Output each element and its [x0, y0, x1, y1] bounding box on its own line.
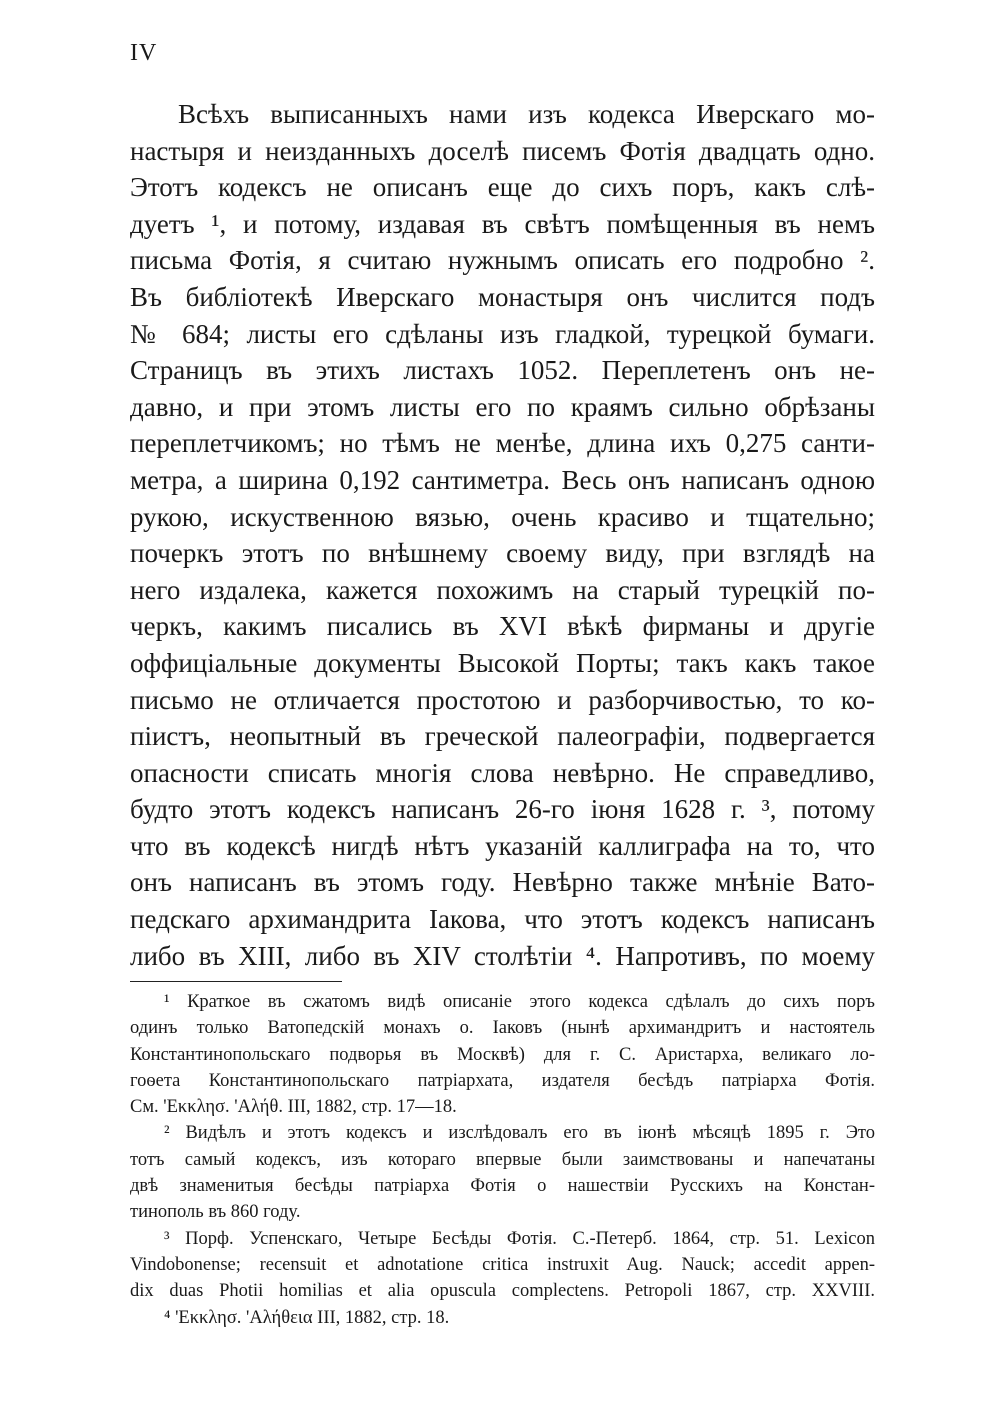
footnote-separator	[130, 981, 342, 982]
body-line: оффиціальные документы Высокой Порты; такъ какъ такое	[130, 647, 875, 678]
body-line: рукою, искуственною вязью, очень красиво и тщательно;	[130, 501, 875, 532]
body-line: настыря и неизданныхъ доселѣ писемъ Фотія двадцать одно.	[130, 135, 875, 166]
footnote-line: ² Видѣлъ и этотъ кодексъ и изслѣдовалъ его въ іюнѣ мѣсяцѣ 1895 г. Это	[164, 1123, 875, 1144]
body-line: метра, а ширина 0,192 сантиметра. Весь онъ написанъ одною	[130, 464, 875, 495]
footnote-line: См. 'Εκκλησ. 'Αλήθ. III, 1882, стр. 17—18.	[130, 1097, 457, 1118]
body-line: Страницъ въ этихъ листахъ 1052. Переплетенъ онъ не-	[130, 355, 875, 386]
body-line: Этотъ кодексъ не описанъ еще до сихъ поръ, какъ слѣ-	[130, 172, 875, 203]
body-line: педскаго архимандрита Іакова, что этотъ кодексъ написанъ	[130, 904, 875, 935]
footnote-line: одинъ только Ватопедскій монахъ о. Іаковъ (нынѣ архимандритъ и настоятель	[130, 1018, 875, 1039]
footnote-line: тинополь въ 860 году.	[130, 1202, 301, 1223]
body-line: онъ написанъ въ этомъ году. Невѣрно также мнѣніе Вато-	[130, 867, 875, 898]
footnote-line: Vindobonense; recensuit et adnotatione critica instruxit Aug. Nauck; accedit appen-	[130, 1254, 875, 1275]
body-line: Въ библіотекѣ Иверскаго монастыря онъ числится подъ	[130, 281, 875, 312]
body-line: № 684; листы его сдѣланы изъ гладкой, турецкой бумаги.	[130, 318, 875, 349]
body-line: опасности списать многія слова невѣрно. Не справедливо,	[130, 757, 875, 788]
body-line: піистъ, неопытный въ греческой палеографіи, подвергается	[130, 721, 875, 752]
body-line: давно, и при этомъ листы его по краямъ сильно обрѣзаны	[130, 391, 875, 422]
footnote-line: Константинопольскаго подворья въ Москвѣ) для г. С. Аристарха, великаго ло-	[130, 1044, 875, 1065]
body-line: него издалека, кажется похожимъ на старый турецкій по-	[130, 574, 875, 605]
footnote-1	[130, 989, 875, 1120]
footnote-line: тотъ самый кодексъ, изъ котораго впервые были заимствованы и напечатаны	[130, 1149, 875, 1170]
body-line: что въ кодексѣ нигдѣ нѣтъ указаній каллиграфа на то, что	[130, 830, 875, 861]
footnote-line: ¹ Краткое въ сжатомъ видѣ описаніе этого кодекса сдѣлалъ до сихъ поръ	[164, 992, 875, 1012]
footnote-4	[130, 1305, 875, 1331]
footnote-line: dix duas Photii homilias et alia opuscula complectens. Petropoli 1867, стр. XXVIII.	[130, 1281, 875, 1302]
body-text	[130, 96, 875, 974]
footnote-2	[130, 1120, 875, 1225]
body-line: письмо не отличается простотою и разборчивостью, то ко-	[130, 684, 875, 715]
body-line: переплетчикомъ; но тѣмъ не менѣе, длина ихъ 0,275 санти-	[130, 428, 875, 459]
body-line: письма Фотія, я считаю нужнымъ описать его подробно ².	[130, 245, 875, 276]
body-line: Всѣхъ выписанныхъ нами изъ кодекса Иверскаго мо-	[178, 99, 875, 129]
footnote-line: ³ Порф. Успенскаго, Четыре Бесѣды Фотія. С.-Петерб. 1864, стр. 51. Lexicon	[164, 1228, 875, 1249]
footnote-line: ⁴ 'Εκκλησ. 'Αλήθεια III, 1882, стр. 18.	[164, 1307, 450, 1328]
body-line: будто этотъ кодексъ написанъ 26-го іюня 1628 г. ³, потому	[130, 794, 875, 825]
footnote-line: двѣ знаменитыя бесѣды патріарха Фотія о нашествіи Русскихъ на Констан-	[130, 1176, 875, 1197]
footnote-line: гоѳета Константинопольскаго патріархата, издателя бесѣдъ патріарха Фотія.	[130, 1070, 875, 1091]
body-line: почеркъ этотъ по внѣшнему своему виду, при взглядѣ на	[130, 538, 875, 569]
body-line: дуетъ ¹, и потому, издавая въ свѣтъ помѣщенныя въ немъ	[130, 208, 875, 239]
footnote-3	[130, 1226, 875, 1305]
body-line: черкъ, какимъ писались въ XVI вѣкѣ фирманы и другіе	[130, 611, 875, 642]
body-line: либо въ XIII, либо въ XIV столѣтіи ⁴. Напротивъ, по моему	[130, 940, 875, 971]
page-number: IV	[130, 40, 158, 66]
footnotes	[130, 989, 875, 1331]
